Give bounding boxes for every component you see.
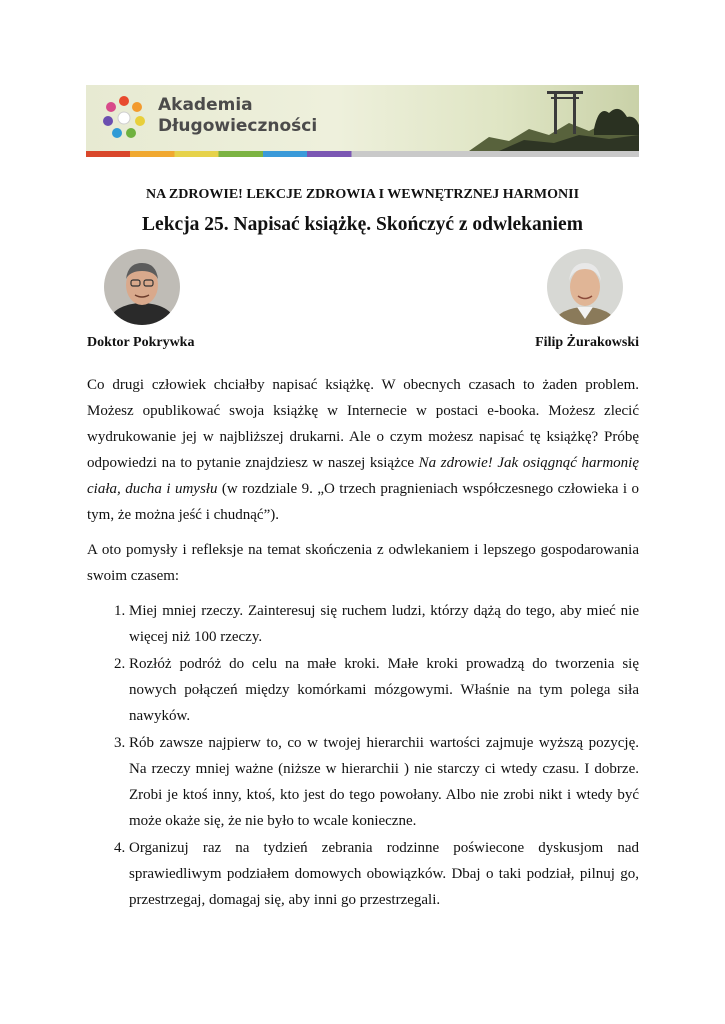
series-title: NA ZDROWIE! LEKCJE ZDROWIA I WEWNĘTRZNEJ HARMONII	[145, 187, 580, 202]
brand-name	[158, 95, 317, 137]
tips-list	[87, 598, 639, 913]
intro-text-1: Co drugi człowiek chciałby napisać książkę. W obecnych czasach to żaden problem. Możesz opublikować swoja książkę w Internecie w postaci e-booka. Możesz zlecić wydrukowanie jej w najbliższej drukarni. Ale o czym możesz napisać tę książkę? Próbę odpowiedzi na to pytanie znajdziesz w naszej książce	[87, 377, 639, 471]
portrait-icon	[547, 249, 623, 325]
color-stripe	[86, 151, 639, 157]
portrait-icon	[104, 249, 180, 325]
header-banner	[86, 85, 639, 157]
intro-text-2: (w rozdziale 9. „O trzech pragnieniach współczesnego człowieka i o tym, że można jeść i chudnąć”).	[87, 481, 639, 523]
author-name-left: Doktor Pokrywka	[87, 335, 195, 350]
article-body	[87, 372, 639, 914]
author-photo-left	[104, 249, 180, 325]
intro-paragraph	[87, 372, 639, 528]
colorful-flower-logo	[98, 91, 150, 143]
lesson-title: Lekcja 25. Napisać książkę. Skończyć z odwlekaniem	[142, 214, 583, 235]
list-item: 3. Rób zawsze najpierw to, co w twojej hierarchii wartości zajmuje wyższą pozycję. Na rzeczy mniej ważne (niższe w hierarchii ) nie starczy ci wtedy czasu. I dobrze. Zrobi je ktoś inny, ktoś, kto jest do tego powołany. Albo nie zrobi nikt i wtedy być może okaże się, że nie było to wcale konieczne.	[129, 730, 639, 834]
brand-line-2: Długowieczności	[158, 116, 318, 136]
list-item: 1. Miej mniej rzeczy. Zainteresuj się ruchem ludzi, którzy dążą do tego, aby mieć nie więcej niż 100 rzeczy.	[129, 598, 639, 650]
scenery-illustration	[469, 85, 639, 151]
list-item: 2. Rozłóż podróż do celu na małe kroki. Małe kroki prowadzą do tworzenia się nowych połączeń między komórkami mózgowymi. Właśnie na tym polega siła nawyków.	[129, 651, 639, 729]
book-title: Na zdrowie! Jak osiągnąć harmonię ciała, ducha i umysłu	[87, 455, 639, 497]
lead-paragraph: A oto pomysły i refleksje na temat skończenia z odwlekaniem i lepszego gospodarowania swoim czasem:	[87, 542, 639, 584]
list-item: 4. Organizuj raz na tydzień zebrania rodzinne poświecone dyskusjom nad sprawiedliwym podziałem domowych obowiązków. Dbaj o taki podział, pilnuj go, przestrzegaj, domagaj się, aby inni go przestrzegali.	[129, 835, 639, 913]
author-photo-right	[547, 249, 623, 325]
brand-line-1: Akademia	[158, 95, 253, 115]
author-name-right: Filip Żurakowski	[535, 335, 639, 350]
